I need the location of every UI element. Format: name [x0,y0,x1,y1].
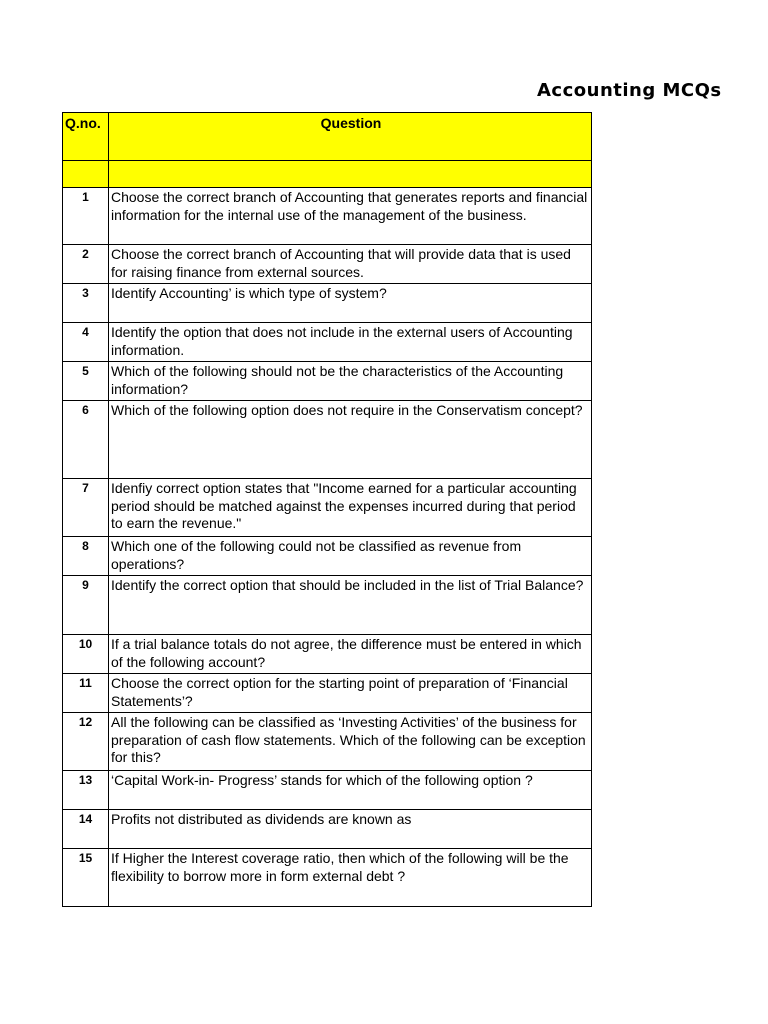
question-number: 11 [63,674,109,713]
header-blank-row [63,161,592,188]
question-text: Profits not distributed as dividends are known as [109,810,592,849]
table-row [63,401,592,479]
question-text: Identify the correct option that should be included in the list of Trial Balance? [109,576,592,635]
question-text: Identify the option that does not include in the external users of Accounting information. [109,323,592,362]
question-number: 6 [63,401,109,479]
question-text: Idenfiy correct option states that "Income earned for a particular accounting period should be matched against the expenses incurred during that period to earn the revenue." [109,479,592,537]
question-number: 13 [63,771,109,810]
table-row [63,771,592,810]
question-number: 7 [63,479,109,537]
question-text: ‘Capital Work-in- Progress’ stands for which of the following option ? [109,771,592,810]
question-text: Choose the correct option for the starting point of preparation of ‘Financial Statements’? [109,674,592,713]
header-blank-cell [63,161,109,188]
sheet-title-clip [500,80,722,106]
question-number: 1 [63,188,109,245]
question-number: 8 [63,537,109,576]
table-row [63,188,592,245]
question-text: Which of the following should not be the characteristics of the Accounting information? [109,362,592,401]
question-number: 5 [63,362,109,401]
question-number: 9 [63,576,109,635]
table-row [63,713,592,771]
table-row [63,323,592,362]
question-text: Choose the correct branch of Accounting that generates reports and financial information for the internal use of the management of the business. [109,188,592,245]
question-number: 15 [63,849,109,907]
table-row [63,674,592,713]
questions-table [62,112,592,907]
question-number: 10 [63,635,109,674]
table-row [63,537,592,576]
header-blank-cell [109,161,592,188]
question-number: 14 [63,810,109,849]
table-row [63,479,592,537]
question-number: 12 [63,713,109,771]
question-number: 3 [63,284,109,323]
question-text: If a trial balance totals do not agree, the difference must be entered in which of the following account? [109,635,592,674]
table-row [63,810,592,849]
question-text: Choose the correct branch of Accounting that will provide data that is used for raising finance from external sources. [109,245,592,284]
question-number: 2 [63,245,109,284]
question-number: 4 [63,323,109,362]
table-row [63,576,592,635]
question-text: Identify Accounting’ is which type of system? [109,284,592,323]
question-text: If Higher the Interest coverage ratio, then which of the following will be the flexibility to borrow more in form external debt ? [109,849,592,907]
header-question: Question [109,113,592,161]
table-row [63,362,592,401]
header-qno: Q.no. [63,113,109,161]
header-row [63,113,592,161]
question-text: Which one of the following could not be classified as revenue from operations? [109,537,592,576]
question-text: All the following can be classified as ‘Investing Activities’ of the business for preparation of cash flow statements. Which of the following can be exception for this? [109,713,592,771]
table-row [63,635,592,674]
sheet-title: Accounting MCQs [537,80,722,101]
table-row [63,284,592,323]
table-row [63,849,592,907]
question-text: Which of the following option does not require in the Conservatism concept? [109,401,592,479]
table-row [63,245,592,284]
